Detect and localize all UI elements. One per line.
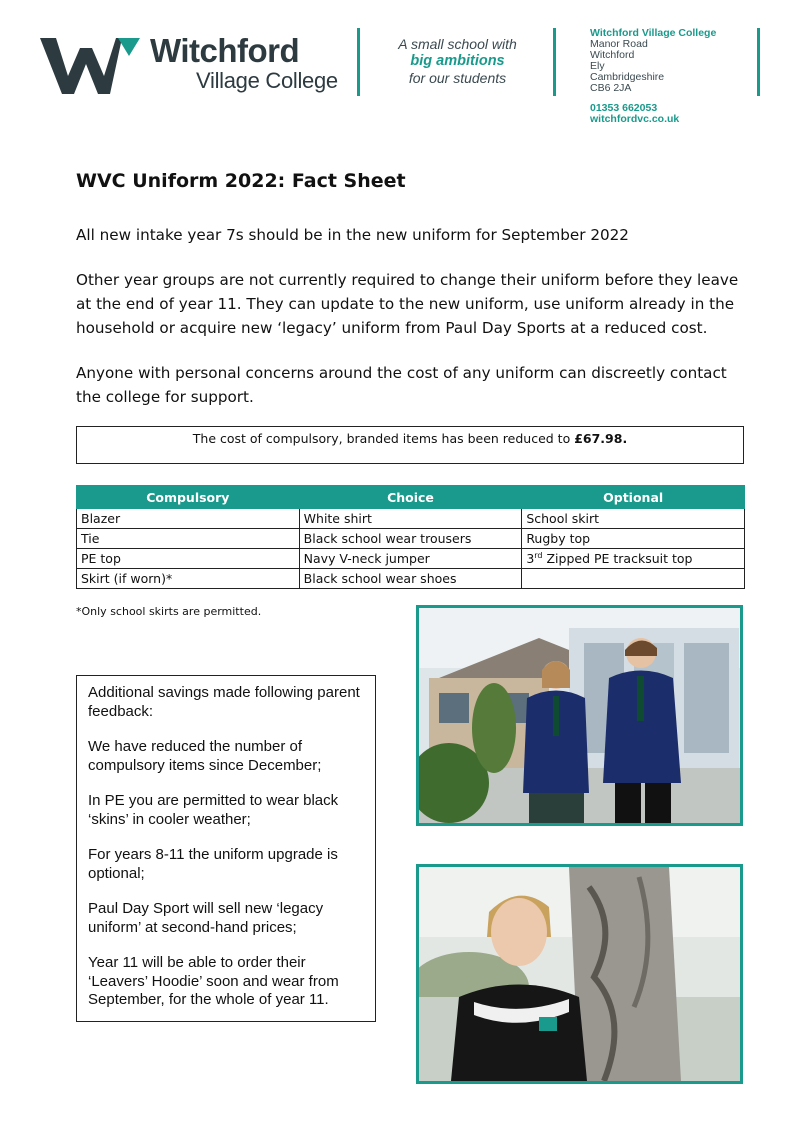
table-cell: Skirt (if worn)* — [77, 569, 300, 589]
tagline-line-3: for our students — [408, 70, 507, 86]
table-cell-tracksuit — [522, 549, 745, 569]
column-header-choice: Choice — [299, 486, 522, 509]
website-link[interactable]: witchfordvc.co.uk — [590, 113, 680, 125]
address-line: Cambridgeshire — [590, 71, 665, 83]
column-header-optional: Optional — [522, 486, 745, 509]
cost-text: The cost of compulsory, branded items has been reduced to — [192, 431, 575, 446]
savings-item: Paul Day Sport will sell new ‘legacy uniform’ at second-hand prices; — [88, 900, 324, 936]
college-address — [590, 28, 716, 125]
address-line: CB6 2JA — [590, 82, 632, 94]
pe-photo-illustration — [419, 867, 740, 1081]
table-cell: Rugby top — [522, 529, 745, 549]
ordinal-suffix: rd — [534, 550, 543, 560]
tracksuit-text: Zipped PE tracksuit top — [542, 551, 693, 567]
uniform-table — [76, 485, 745, 589]
table-cell: Tie — [77, 529, 300, 549]
table-header-row — [77, 486, 745, 509]
table-cell: PE top — [77, 549, 300, 569]
address-line: Ely — [590, 60, 605, 72]
address-line: Witchford — [590, 49, 635, 61]
savings-item: Additional savings made following parent feedback: — [88, 684, 360, 720]
header-divider — [553, 28, 556, 96]
savings-item: Year 11 will be able to order their ‘Leavers’ Hoodie’ soon and wear from September, for the whole of year 11. — [88, 954, 339, 1008]
table-cell: Black school wear trousers — [299, 529, 522, 549]
ordinal-number: 3 — [526, 551, 535, 567]
savings-item: For years 8-11 the uniform upgrade is optional; — [88, 846, 338, 882]
table-row — [77, 549, 745, 569]
column-header-compulsory: Compulsory — [77, 486, 300, 509]
logo-subtitle: Village College — [196, 68, 338, 93]
table-cell: Navy V-neck jumper — [299, 549, 522, 569]
cost-amount: £67.98. — [574, 431, 628, 446]
header-divider — [757, 28, 760, 96]
paragraph: Other year groups are not currently required to change their uniform before they leave at the end of year 11. They can update to the new uniform, use uniform already in the household or acquire new ‘legacy’ uniform from Paul Day Sports at a reduced cost. — [76, 271, 739, 337]
logo-name: Witchford — [150, 32, 300, 69]
page-title: WVC Uniform 2022: Fact Sheet — [76, 170, 406, 192]
students-photo-illustration — [419, 608, 740, 823]
table-cell: Blazer — [77, 509, 300, 529]
college-logo-mark — [40, 36, 140, 98]
savings-item: We have reduced the number of compulsory items since December; — [88, 738, 322, 774]
photo-student-pe-top — [416, 864, 743, 1084]
table-cell — [522, 569, 745, 589]
table-cell: Black school wear shoes — [299, 569, 522, 589]
savings-item: In PE you are permitted to wear black ‘skins’ in cooler weather; — [88, 792, 339, 828]
table-row — [77, 509, 745, 529]
cost-box — [76, 426, 744, 464]
header-divider — [357, 28, 360, 96]
tagline-line-2: big ambitions — [410, 53, 505, 69]
table-cell: School skirt — [522, 509, 745, 529]
savings-box — [76, 675, 376, 1022]
address-line: Manor Road — [590, 38, 648, 50]
table-row — [77, 529, 745, 549]
tagline-line-1: A small school with — [398, 36, 517, 52]
phone-number: 01353 662053 — [590, 102, 658, 114]
paragraph: Anyone with personal concerns around the cost of any uniform can discreetly contact the college for support. — [76, 364, 727, 406]
address-title: Witchford Village College — [590, 27, 717, 39]
tagline — [380, 36, 535, 87]
photo-students-blazers — [416, 605, 743, 826]
table-row — [77, 569, 745, 589]
table-cell: White shirt — [299, 509, 522, 529]
footnote: *Only school skirts are permitted. — [76, 605, 262, 618]
paragraph: All new intake year 7s should be in the new uniform for September 2022 — [76, 226, 629, 244]
